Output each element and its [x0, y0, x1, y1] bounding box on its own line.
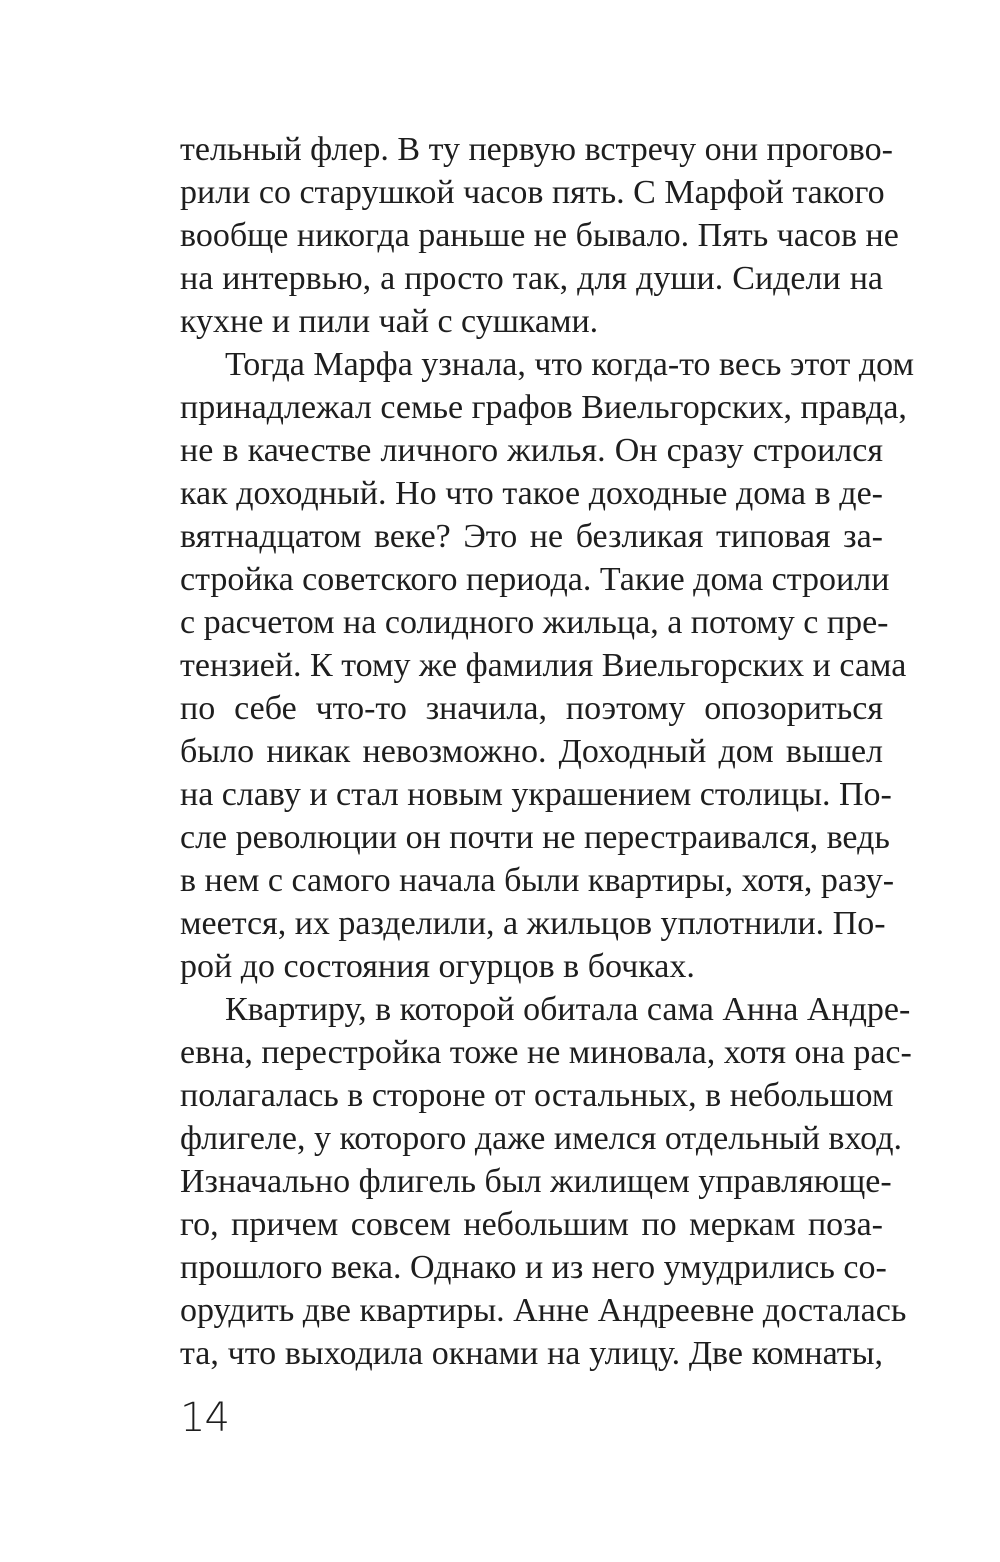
text-line: полагалась в стороне от остальных, в небольшом: [180, 1077, 894, 1114]
text-line: по себе что-то значила, поэтому опозориться: [180, 690, 883, 727]
text-line: го, причем совсем небольшим по меркам поза-: [180, 1206, 883, 1243]
text-line: было никак невозможно. Доходный дом вышел: [180, 733, 883, 770]
text-line: орудить две квартиры. Анне Андреевне досталась: [180, 1292, 907, 1329]
text-line: Квартиру, в которой обитала сама Анна Андре-: [225, 991, 911, 1028]
text-line: вообще никогда раньше не бывало. Пять часов не: [180, 217, 899, 254]
text-line: прошлого века. Однако и из него умудрились со-: [180, 1249, 887, 1286]
text-line: с расчетом на солидного жильца, а потому с пре-: [180, 604, 889, 641]
text-line: в нем с самого начала были квартиры, хотя, разу-: [180, 862, 895, 899]
text-line: Тогда Марфа узнала, что когда-то весь этот дом: [225, 346, 915, 383]
text-line: не в качестве личного жилья. Он сразу строился: [180, 432, 883, 469]
text-line: как доходный. Но что такое доходные дома в де-: [180, 475, 883, 512]
text-line: принадлежал семье графов Виельгорских, правда,: [180, 389, 907, 426]
text-line: евна, перестройка тоже не миновала, хотя она рас-: [180, 1034, 912, 1071]
text-line: стройка советского периода. Такие дома строили: [180, 561, 890, 598]
text-line: Изначально флигель был жилищем управляюще-: [180, 1163, 892, 1200]
text-line: рили со старушкой часов пять. С Марфой такого: [180, 174, 885, 211]
text-line: на славу и стал новым украшением столицы. По-: [180, 776, 892, 813]
text-line: вятнадцатом веке? Это не безликая типовая за-: [180, 518, 883, 555]
text-line: на интервью, а просто так, для души. Сидели на: [180, 260, 883, 297]
page-number: 14: [180, 1395, 229, 1441]
text-line: тензией. К тому же фамилия Виельгорских и сама: [180, 647, 907, 684]
text-line: сле революции он почти не перестраивался, ведь: [180, 819, 890, 856]
text-line: та, что выходила окнами на улицу. Две комнаты,: [180, 1335, 883, 1372]
text-line: кухне и пили чай с сушками.: [180, 303, 599, 340]
text-line: флигеле, у которого даже имелся отдельный вход.: [180, 1120, 903, 1157]
text-line: рой до состояния огурцов в бочках.: [180, 948, 695, 985]
text-line: меется, их разделили, а жильцов уплотнили. По-: [180, 905, 886, 942]
text-line: тельный флер. В ту первую встречу они прогово-: [180, 131, 893, 168]
